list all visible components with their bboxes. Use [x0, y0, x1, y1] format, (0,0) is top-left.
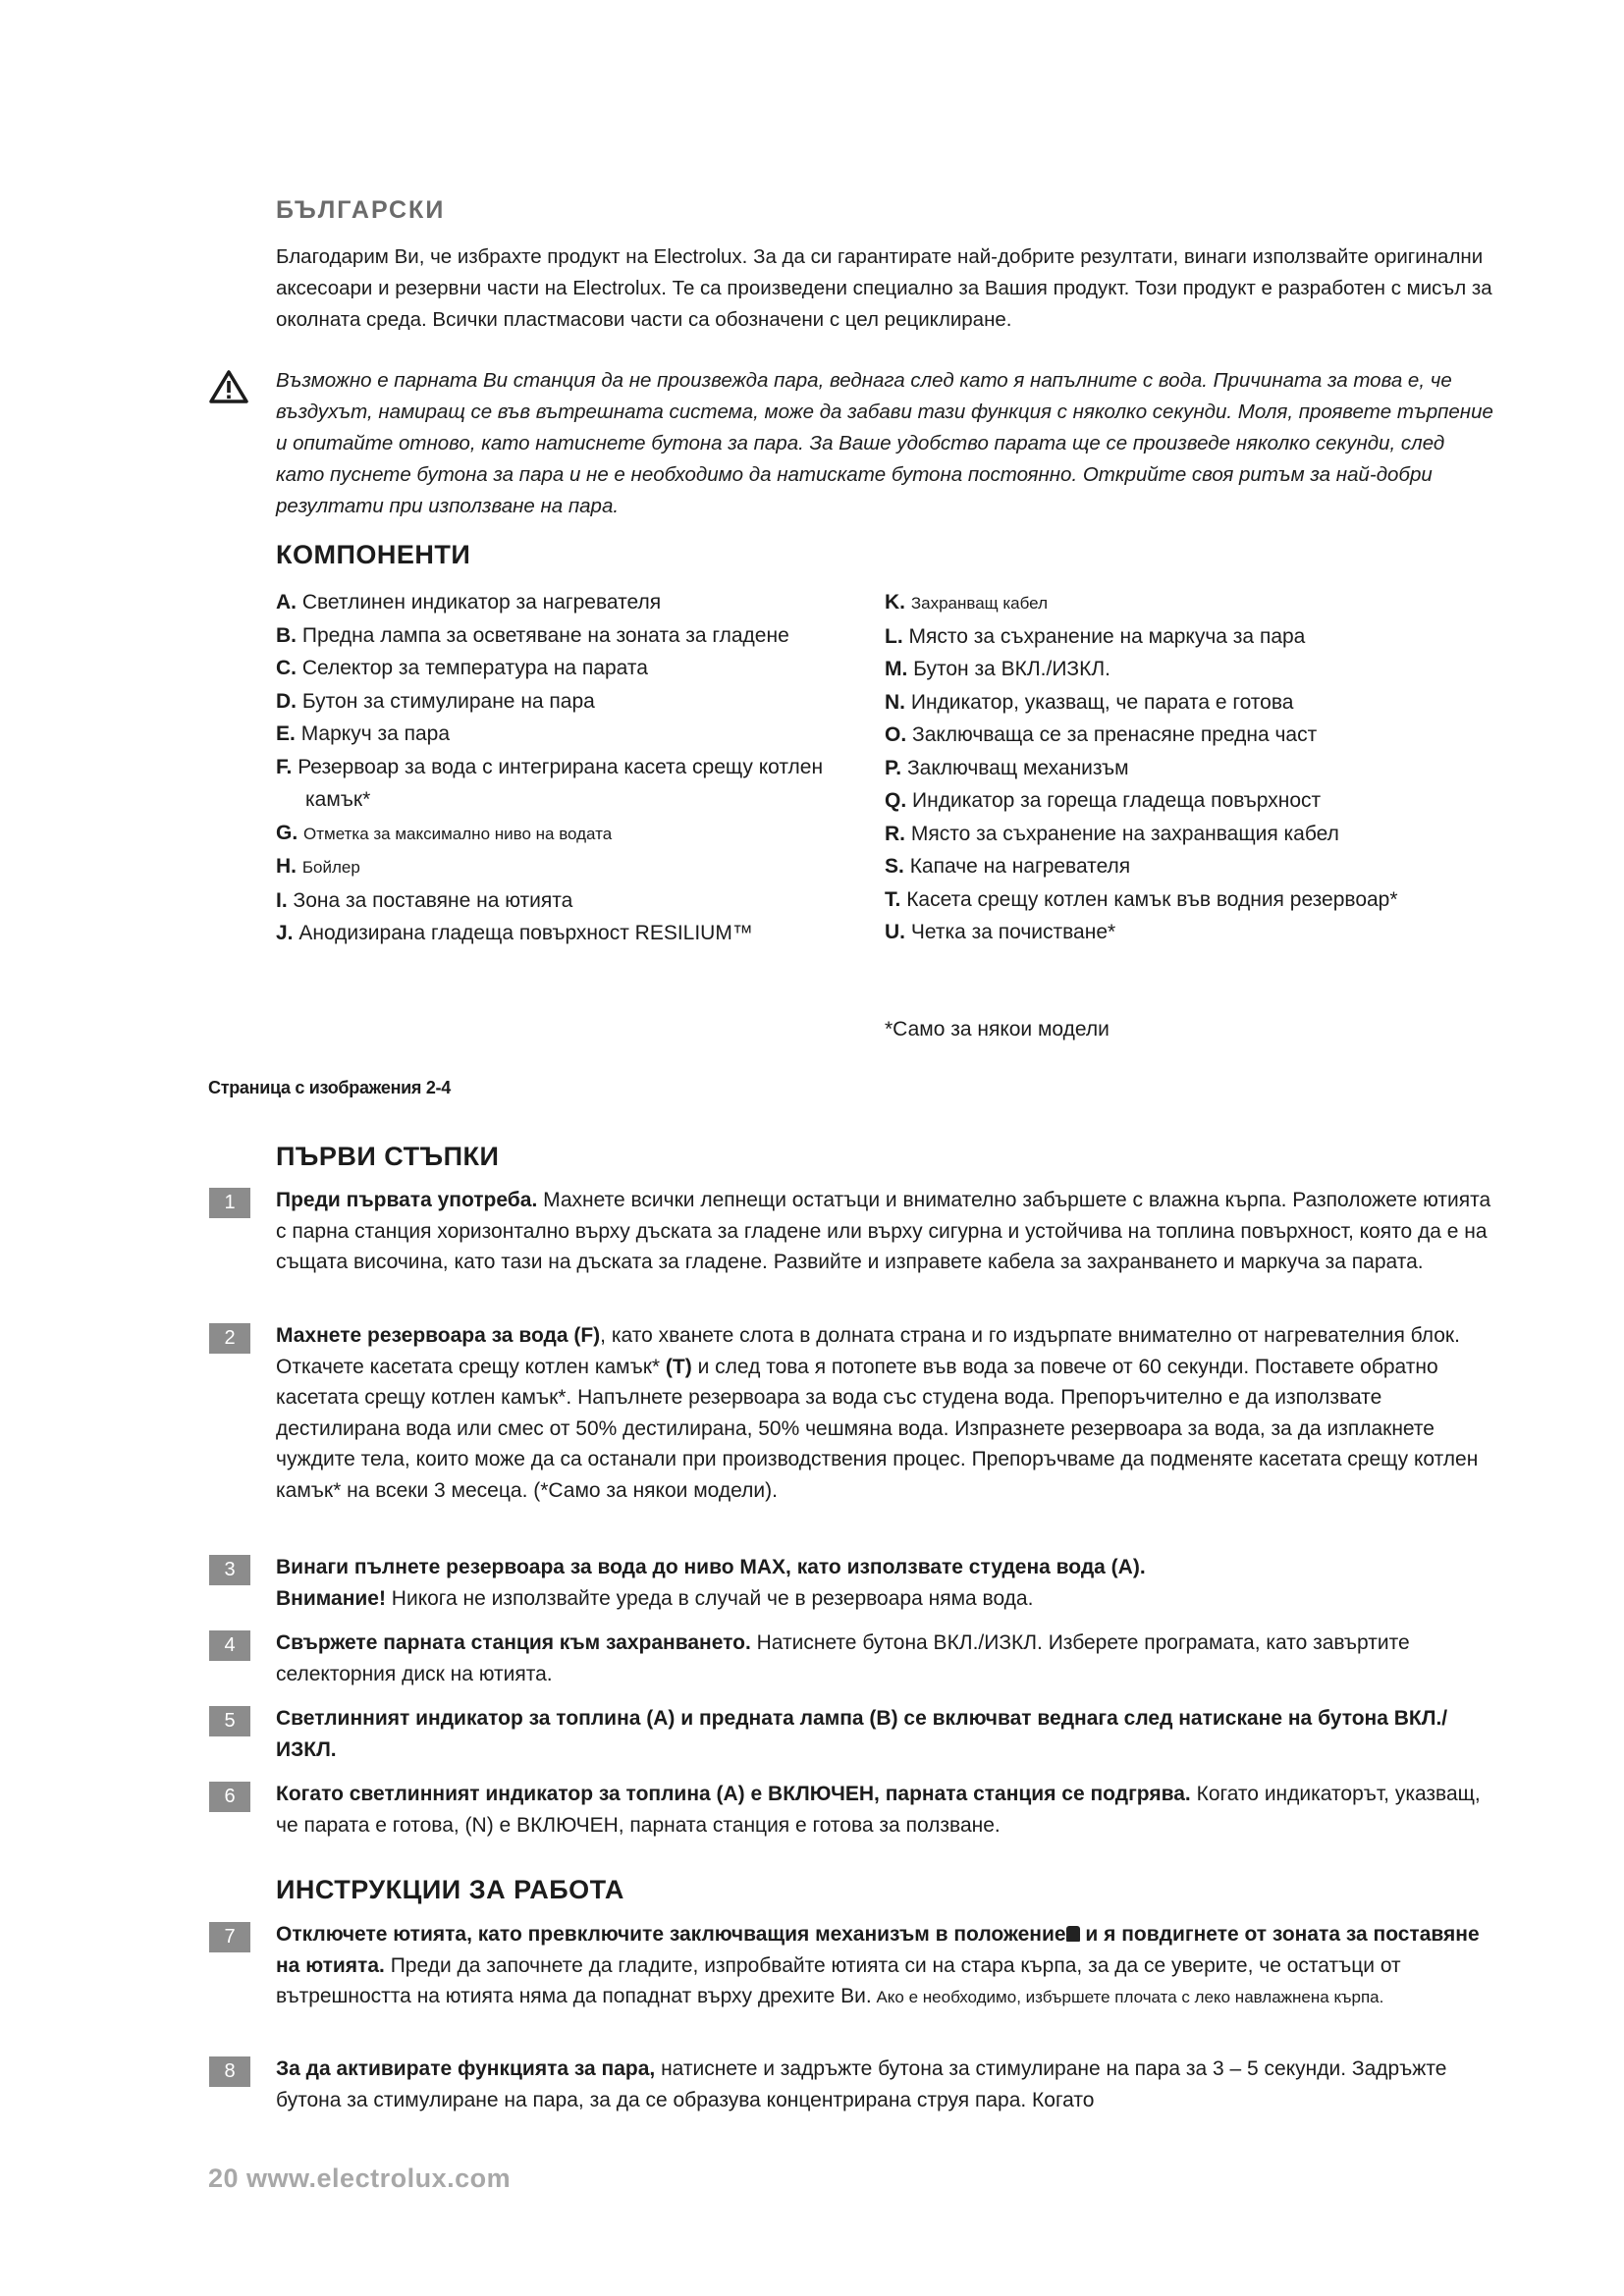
component-item: L. Място за съхранение на маркуча за пара [885, 624, 1306, 648]
first-steps-heading: ПЪРВИ СТЪПКИ [276, 1142, 500, 1171]
component-item: B. Предна лампа за осветяване на зоната за гладене [276, 623, 789, 647]
components-list-right [885, 586, 1474, 949]
component-item: K. Захранващ кабел [885, 591, 1048, 614]
operating-instructions-heading: ИНСТРУКЦИИ ЗА РАБОТА [276, 1875, 624, 1904]
components-heading: КОМПОНЕНТИ [276, 540, 471, 569]
components-list-left [276, 586, 855, 950]
component-item: F. Резервоар за вода с интегрирана касета срещу котлен камък* [276, 755, 824, 811]
step-number-badge: 3 [209, 1555, 250, 1585]
component-item: E. Маркуч за пара [276, 722, 451, 745]
warning-icon [208, 369, 249, 404]
component-item: N. Индикатор, указващ, че парата е готова [885, 690, 1294, 714]
step-number-badge: 7 [209, 1922, 250, 1952]
intro-paragraph: Благодарим Ви, че избрахте продукт на Electrolux. За да си гарантирате най-добрите резултати, винаги използвайте оригинални аксесоари и резервни части на Electrolux. Те са произведени специално за Вашия продукт. Този продукт е разработен с мисъл за околната среда. Всички пластмасови части са обозначени с цел рециклиране. [276, 245, 1492, 331]
components-footnote: *Само за някои модели [885, 1018, 1110, 1041]
unlock-position-icon [1066, 1926, 1080, 1942]
component-item: A. Светлинен индикатор за нагревателя [276, 591, 662, 614]
component-item: P. Заключващ механизъм [885, 756, 1129, 779]
step-4-text: Свържете парната станция към захранването. Натиснете бутона ВКЛ./ИЗКЛ. Изберете програмата, като завъртите селекторния диск на ютията. [276, 1631, 1410, 1685]
step-5-text: Светлинният индикатор за топлина (A) и предната лампа (B) се включват веднага след натискане на бутона ВКЛ./ИЗКЛ. [276, 1707, 1448, 1761]
page-footer: 20 www.electrolux.com [208, 2163, 512, 2193]
component-item: Q. Индикатор за гореща гладеща повърхност [885, 789, 1322, 812]
language-title: БЪЛГАРСКИ [276, 196, 446, 224]
component-item: H. Бойлер [276, 855, 360, 878]
step-number-badge: 6 [209, 1782, 250, 1812]
step-number-badge: 8 [209, 2056, 250, 2087]
component-item: C. Селектор за температура на парата [276, 657, 648, 679]
component-item: D. Бутон за стимулиране на пара [276, 689, 595, 713]
warning-paragraph: Възможно е парната Ви станция да не произвежда пара, веднага след като я напълните с вода. Причината за това е, че въздухът, намиращ се във вътрешната система, може да забави тази функция с няколко секунди. Моля, проявете търпение и опитайте отново, като натиснете бутона за пара. За Ваше удобство парата ще се произведе няколко секунди, след като пуснете бутона за пара и не е необходимо да натискате бутона постоянно. Открийте своя ритъм за най-добри резултати при използване на пара. [276, 369, 1493, 517]
component-item: O. Заключваща се за пренасяне предна част [885, 723, 1318, 746]
step-number-badge: 5 [209, 1706, 250, 1736]
step-6-text: Когато светлинният индикатор за топлина (A) е ВКЛЮЧЕН, парната станция се подгрява. Когато индикаторът, указващ, че парата е готова, (N) е ВКЛЮЧЕН, парната станция е готова за ползване. [276, 1783, 1481, 1837]
step-7-text: Отключете ютията, като превключите заключващия механизъм в положение и я повдигнете от зоната за поставяне на ютията. Преди да започнете да гладите, изпробвайте ютията си на стара кърпа, за да се уверите, че остатъци от вътрешността на ютията няма да попаднат върху дрехите Ви. Ако е необходимо, избършете плочата с леко навлажнена кърпа. [276, 1923, 1480, 2007]
step-2-text: Махнете резервоара за вода (F), като хванете слота в долната страна и го издърпате внимателно от нагревателния блок. Откачете касетата срещу котлен камък* (T) и след това я потопете във вода за повече от 60 секунди. Поставете обратно касетата срещу котлен камък*. Напълнете резервоара за вода със студена вода. Препоръчително е да използвате дестилирана вода или смес от 50% дестилирана, 50% чешмяна вода. Изпразнете резервоара за вода, за да изплакнете чуждите тела, които може да са останали при производствения процес. Препоръчваме да подменяте касетата срещу котлен камък* на всеки 3 месеца. (*Само за някои модели). [276, 1324, 1479, 1502]
step-number-badge: 2 [209, 1323, 250, 1354]
component-item: G. Отметка за максимално ниво на водата [276, 821, 613, 844]
step-number-badge: 4 [209, 1630, 250, 1661]
component-item: S. Капаче на нагревателя [885, 855, 1131, 878]
component-item: J. Анодизирана гладеща повърхност RESILIUM™ [276, 922, 753, 944]
step-1-text: Преди първата употреба. Махнете всички лепнещи остатъци и внимателно забършете с влажна кърпа. Разположете ютията с парна станция хоризонтално върху дъската за гладене или върху сигурна и устойчива на топлина повърхност, която да е на същата височина, като тази на дъската за гладене. Развийте и изправете кабела за захранването и маркуча за парата. [276, 1189, 1491, 1273]
component-item: I. Зона за поставяне на ютията [276, 888, 573, 912]
component-item: M. Бутон за ВКЛ./ИЗКЛ. [885, 658, 1110, 680]
component-item: U. Четка за почистване* [885, 921, 1116, 943]
component-item: R. Място за съхранение на захранващия кабел [885, 822, 1339, 845]
step-8-text: За да активирате функцията за пара, натиснете и задръжте бутона за стимулиране на пара за 3 – 5 секунди. Задръжте бутона за стимулиране на пара, за да се образува концентрирана струя пара. Когато [276, 2057, 1447, 2111]
step-number-badge: 1 [209, 1188, 250, 1218]
step-3-text: Винаги пълнете резервоара за вода до ниво MAX, като използвате студена вода (A). Внимание! Никога не използвайте уреда в случай че в резервоара няма вода. [276, 1556, 1146, 1610]
image-page-reference: Страница с изображения 2-4 [208, 1078, 451, 1097]
component-item: T. Касета срещу котлен камък във водния резервоар* [885, 887, 1398, 911]
